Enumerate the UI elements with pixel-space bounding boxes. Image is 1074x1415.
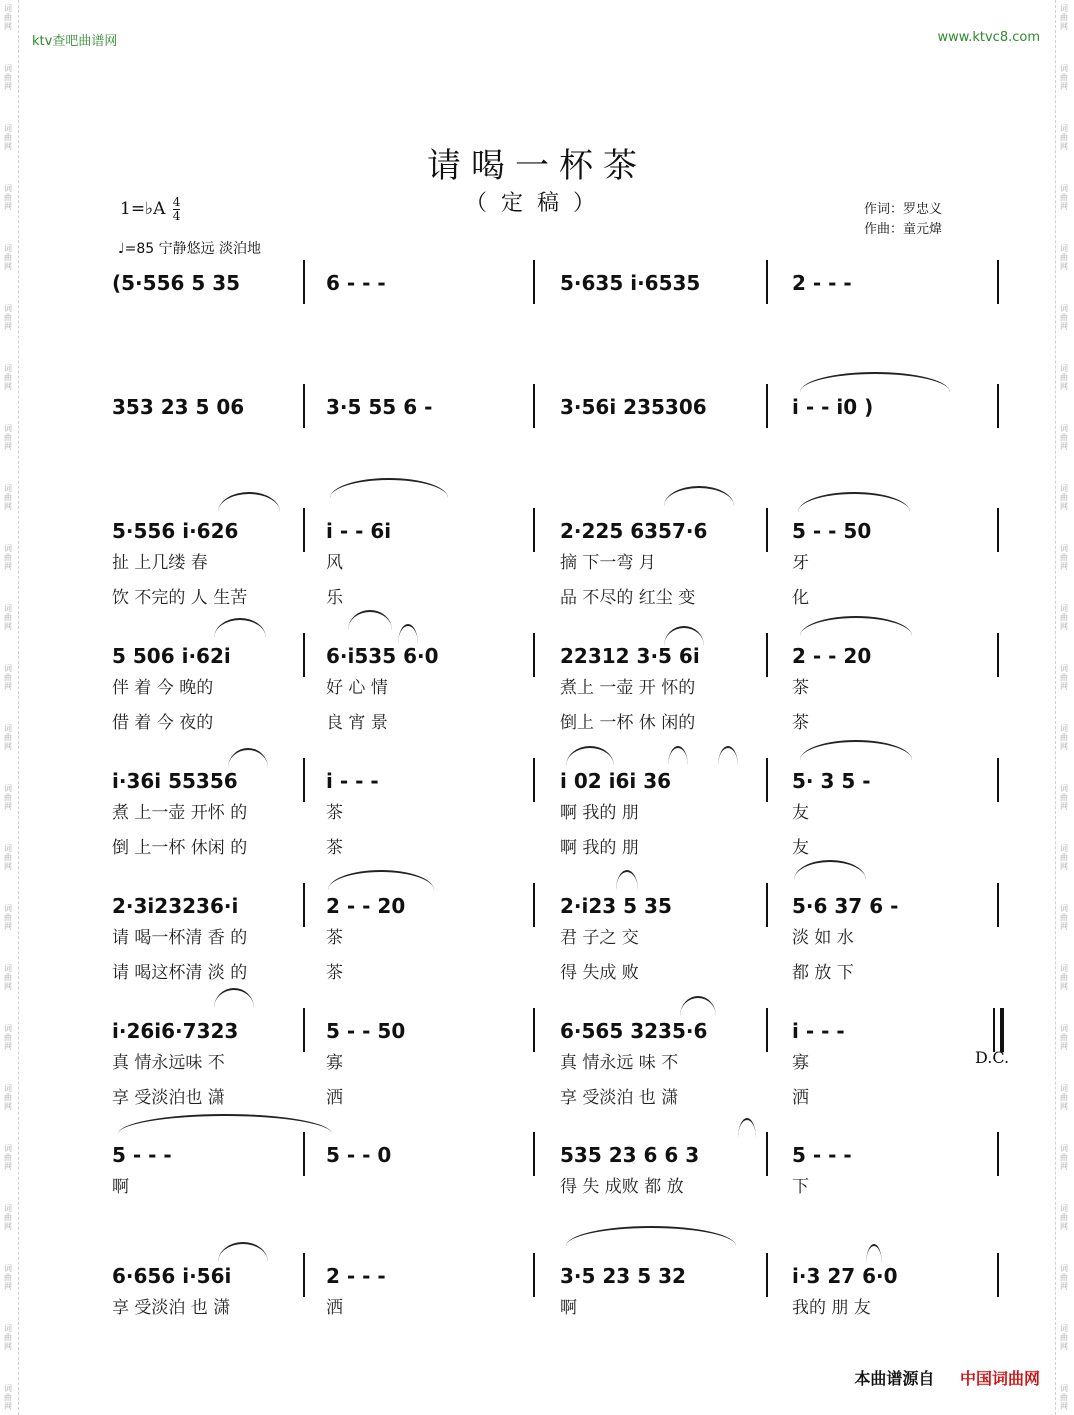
lyric-syllables: 真 情永远味 不 bbox=[112, 1053, 225, 1073]
lyric-syllables: 煮 上一壶 开怀 的 bbox=[112, 803, 248, 823]
slur-arc bbox=[718, 746, 738, 766]
side-watermark-mark: 词曲网 bbox=[4, 364, 12, 391]
barline bbox=[533, 883, 535, 927]
side-watermark-mark: 词曲网 bbox=[1060, 904, 1068, 931]
side-watermark-mark: 词曲网 bbox=[4, 64, 12, 91]
measure: 353 23 5 06 bbox=[112, 395, 245, 419]
barline bbox=[766, 260, 768, 304]
measure: i - - i0 ) bbox=[792, 395, 874, 419]
footer-source: 本曲谱源自 bbox=[854, 1369, 935, 1388]
side-watermark-mark: 词曲网 bbox=[1060, 844, 1068, 871]
side-watermark-mark: 词曲网 bbox=[1060, 664, 1068, 691]
measure: 5 - - - bbox=[792, 1143, 852, 1167]
tempo-marking: ♩=85 宁静悠远 淡泊地 bbox=[118, 241, 262, 257]
lyric-syllables: 煮上 一壶 开 怀的 bbox=[560, 678, 696, 698]
barline bbox=[533, 260, 535, 304]
side-watermark-mark: 词曲网 bbox=[1060, 484, 1068, 511]
slur-arc bbox=[738, 1118, 756, 1138]
measure: (5·556 5 35 bbox=[112, 271, 241, 295]
barline bbox=[766, 1008, 768, 1052]
song-subtitle: （定稿） bbox=[464, 191, 609, 216]
lyric-syllables: 良 宵 景 bbox=[326, 713, 388, 733]
barline bbox=[533, 1008, 535, 1052]
credits bbox=[864, 200, 942, 240]
slur-arc bbox=[668, 746, 688, 766]
lyric-syllables: 享 受淡泊 也 潇 bbox=[112, 1298, 231, 1318]
measure: 5 - - 0 bbox=[326, 1143, 392, 1167]
barline bbox=[303, 633, 305, 677]
side-watermark-mark: 词曲网 bbox=[4, 604, 12, 631]
barline bbox=[766, 1253, 768, 1297]
side-watermark-mark: 词曲网 bbox=[1060, 64, 1068, 91]
side-watermark-mark: 词曲网 bbox=[4, 1384, 12, 1411]
slur-arc bbox=[680, 996, 716, 1016]
key-signature bbox=[120, 196, 180, 223]
measure: 5·635 i·6535 bbox=[560, 271, 701, 295]
measure: i - - - bbox=[326, 769, 379, 793]
lyric-syllables: 好 心 情 bbox=[326, 678, 388, 698]
lyric-syllables: 茶 bbox=[326, 838, 343, 858]
side-watermark-mark: 词曲网 bbox=[1060, 424, 1068, 451]
side-watermark-mark: 词曲网 bbox=[4, 844, 12, 871]
slur-arc bbox=[664, 626, 704, 646]
side-watermark-mark: 词曲网 bbox=[4, 1204, 12, 1231]
barline bbox=[303, 883, 305, 927]
side-watermark-mark: 词曲网 bbox=[4, 484, 12, 511]
slur-arc bbox=[566, 1226, 736, 1246]
slur-arc bbox=[800, 616, 912, 636]
side-watermark-mark: 词曲网 bbox=[4, 4, 12, 31]
side-watermark-mark: 词曲网 bbox=[4, 1324, 12, 1351]
barline bbox=[533, 758, 535, 802]
side-watermark-mark: 词曲网 bbox=[1060, 1264, 1068, 1291]
slur-arc bbox=[214, 988, 254, 1008]
lyric-syllables: 下 bbox=[792, 1177, 809, 1197]
lyric-syllables: 淡 如 水 bbox=[792, 928, 854, 948]
side-watermark-mark: 词曲网 bbox=[1060, 1324, 1068, 1351]
barline bbox=[303, 260, 305, 304]
barline bbox=[303, 1253, 305, 1297]
measure: 3·5 23 5 32 bbox=[560, 1264, 686, 1288]
barline bbox=[766, 633, 768, 677]
measure: 22312 3·5 6i bbox=[560, 644, 700, 668]
lyric-syllables: 我的 朋 友 bbox=[792, 1298, 871, 1318]
lyric-syllables: 啊 bbox=[560, 1298, 577, 1318]
side-watermark-mark: 词曲网 bbox=[1060, 304, 1068, 331]
measure: 2·3i23236·i bbox=[112, 894, 239, 918]
barline bbox=[533, 1253, 535, 1297]
measure: 3·56i 235306 bbox=[560, 395, 707, 419]
lyric-syllables: 啊 我的 朋 bbox=[560, 803, 639, 823]
measure: i·26i6·7323 bbox=[112, 1019, 239, 1043]
side-watermark-mark: 词曲网 bbox=[4, 124, 12, 151]
lyric-syllables: 都 放 下 bbox=[792, 963, 854, 983]
lyric-syllables: 茶 bbox=[326, 963, 343, 983]
side-watermark-mark: 词曲网 bbox=[1060, 964, 1068, 991]
lyric-syllables: 得 失成 败 bbox=[560, 963, 639, 983]
measure: 5 506 i·62i bbox=[112, 644, 231, 668]
lyric-syllables: 洒 bbox=[326, 1088, 343, 1108]
barline bbox=[303, 1008, 305, 1052]
lyric-syllables: 茶 bbox=[326, 928, 343, 948]
side-watermark-mark: 词曲网 bbox=[4, 664, 12, 691]
lyricist-credit: 作词：罗忠义 bbox=[864, 202, 943, 217]
barline bbox=[766, 758, 768, 802]
side-watermark-mark: 词曲网 bbox=[4, 184, 12, 211]
slur-arc bbox=[214, 618, 266, 638]
side-watermark-mark: 词曲网 bbox=[1060, 1204, 1068, 1231]
side-watermark-mark: 词曲网 bbox=[1060, 244, 1068, 271]
footer bbox=[854, 1366, 1040, 1389]
lyric-syllables: 寡 bbox=[326, 1053, 343, 1073]
slur-arc bbox=[218, 1242, 268, 1262]
slur-arc bbox=[664, 486, 734, 506]
lyric-syllables: 倒 上一杯 休闲 的 bbox=[112, 838, 248, 858]
side-watermark-mark: 词曲网 bbox=[1060, 1084, 1068, 1111]
lyric-syllables: 君 子之 交 bbox=[560, 928, 639, 948]
side-watermark-mark: 词曲网 bbox=[1060, 784, 1068, 811]
time-denominator: 4 bbox=[172, 209, 181, 223]
measure: 5·6 37 6 - bbox=[792, 894, 899, 918]
slur-arc bbox=[118, 1114, 332, 1134]
lyric-syllables: 寡 bbox=[792, 1053, 809, 1073]
side-watermark-mark: 词曲网 bbox=[4, 964, 12, 991]
lyric-syllables: 品 不尽的 红尘 变 bbox=[560, 588, 696, 608]
measure: i·36i 55356 bbox=[112, 769, 238, 793]
lyric-syllables: 享 受淡泊 也 潇 bbox=[560, 1088, 679, 1108]
side-watermark-mark: 词曲网 bbox=[1060, 544, 1068, 571]
measure: 6 - - - bbox=[326, 271, 386, 295]
measure: i·3 27 6·0 bbox=[792, 1264, 898, 1288]
lyric-syllables: 茶 bbox=[792, 713, 809, 733]
side-watermark-mark: 词曲网 bbox=[1060, 724, 1068, 751]
measure: 5· 3 5 - bbox=[792, 769, 871, 793]
side-watermark-mark: 词曲网 bbox=[4, 1084, 12, 1111]
barline bbox=[997, 1132, 999, 1176]
measure: 3·5 55 6 - bbox=[326, 395, 433, 419]
measure: 6·656 i·56i bbox=[112, 1264, 232, 1288]
lyric-syllables: 扯 上几缕 春 bbox=[112, 553, 208, 573]
lyric-syllables: 牙 bbox=[792, 553, 809, 573]
barline bbox=[303, 1132, 305, 1176]
slur-arc bbox=[218, 492, 280, 512]
measure: 5 - - 50 bbox=[326, 1019, 406, 1043]
lyric-syllables: 借 着 今 夜的 bbox=[112, 713, 214, 733]
side-watermark-mark: 词曲网 bbox=[4, 1264, 12, 1291]
barline bbox=[997, 758, 999, 802]
measure: 5 - - - bbox=[112, 1143, 172, 1167]
side-watermark-mark: 词曲网 bbox=[1060, 1384, 1068, 1411]
measure: 2 - - 20 bbox=[326, 894, 406, 918]
slur-arc bbox=[228, 748, 268, 768]
barline bbox=[533, 384, 535, 428]
barline bbox=[303, 758, 305, 802]
barline bbox=[997, 260, 999, 304]
measure: 2·i23 5 35 bbox=[560, 894, 672, 918]
lyric-syllables: 啊 我的 朋 bbox=[560, 838, 639, 858]
measure: i - - - bbox=[792, 1019, 845, 1043]
lyric-syllables: 化 bbox=[792, 588, 809, 608]
lyric-syllables: 请 喝这杯清 淡 的 bbox=[112, 963, 248, 983]
site-name-left: ktv查吧曲谱网 bbox=[32, 34, 118, 49]
barline bbox=[997, 1253, 999, 1297]
side-watermark-mark: 词曲网 bbox=[1060, 604, 1068, 631]
lyric-syllables: 洒 bbox=[792, 1088, 809, 1108]
side-watermark-mark: 词曲网 bbox=[4, 424, 12, 451]
lyric-syllables: 友 bbox=[792, 803, 809, 823]
side-watermark-mark: 词曲网 bbox=[4, 904, 12, 931]
lyric-syllables: 享 受淡泊也 潇 bbox=[112, 1088, 225, 1108]
lyric-syllables: 请 喝一杯清 香 的 bbox=[112, 928, 248, 948]
composer-credit: 作曲：童元煒 bbox=[864, 222, 943, 237]
time-signature bbox=[173, 196, 181, 223]
side-watermark-mark: 词曲网 bbox=[4, 544, 12, 571]
side-watermark-mark: 词曲网 bbox=[4, 724, 12, 751]
barline bbox=[997, 508, 999, 552]
lyric-syllables: 倒上 一杯 休 闲的 bbox=[560, 713, 696, 733]
key-label: 1=♭A bbox=[120, 199, 166, 219]
side-watermark-mark: 词曲网 bbox=[1060, 1024, 1068, 1051]
side-watermark-mark: 词曲网 bbox=[1060, 364, 1068, 391]
slur-arc bbox=[328, 870, 434, 890]
side-watermark-mark: 词曲网 bbox=[1060, 4, 1068, 31]
slur-arc bbox=[800, 740, 912, 760]
slur-arc bbox=[800, 372, 950, 392]
slur-arc bbox=[616, 870, 638, 890]
slur-arc bbox=[348, 610, 392, 630]
footer-brand: 中国词曲网 bbox=[959, 1369, 1040, 1388]
site-url-right: www.ktvc8.com bbox=[937, 30, 1040, 45]
barline bbox=[766, 384, 768, 428]
final-barline bbox=[993, 1008, 1004, 1052]
lyric-syllables: 乐 bbox=[326, 588, 343, 608]
side-watermark-mark: 词曲网 bbox=[4, 1024, 12, 1051]
barline bbox=[303, 384, 305, 428]
slur-arc bbox=[798, 492, 910, 512]
lyric-syllables: 友 bbox=[792, 838, 809, 858]
barline bbox=[997, 883, 999, 927]
measure: 5·556 i·626 bbox=[112, 519, 239, 543]
lyric-syllables: 摘 下一弯 月 bbox=[560, 553, 656, 573]
lyric-syllables: 茶 bbox=[792, 678, 809, 698]
lyric-syllables: 啊 bbox=[112, 1177, 129, 1197]
slur-arc bbox=[398, 624, 418, 644]
lyric-syllables: 洒 bbox=[326, 1298, 343, 1318]
lyric-syllables: 风 bbox=[326, 553, 343, 573]
slur-arc bbox=[866, 1244, 882, 1264]
measure: 2·225 6357·6 bbox=[560, 519, 708, 543]
measure: 2 - - - bbox=[326, 1264, 386, 1288]
side-watermark-mark: 词曲网 bbox=[4, 1144, 12, 1171]
slur-arc bbox=[794, 860, 866, 880]
lyric-syllables: 得 失 成败 都 放 bbox=[560, 1177, 684, 1197]
measure: 6·i535 6·0 bbox=[326, 644, 439, 668]
side-watermark-mark: 词曲网 bbox=[1060, 124, 1068, 151]
barline bbox=[533, 633, 535, 677]
barline bbox=[533, 1132, 535, 1176]
barline bbox=[533, 508, 535, 552]
measure: i - - 6i bbox=[326, 519, 392, 543]
lyric-syllables: 茶 bbox=[326, 803, 343, 823]
barline bbox=[766, 508, 768, 552]
side-watermark-mark: 词曲网 bbox=[1060, 1144, 1068, 1171]
side-watermark-mark: 词曲网 bbox=[4, 304, 12, 331]
lyric-syllables: 真 情永远 味 不 bbox=[560, 1053, 679, 1073]
barline bbox=[766, 1132, 768, 1176]
measure: 5 - - 50 bbox=[792, 519, 872, 543]
song-title: 请喝一杯茶 bbox=[427, 146, 647, 186]
side-watermark-mark: 词曲网 bbox=[1060, 184, 1068, 211]
slur-arc bbox=[566, 746, 614, 766]
barline bbox=[303, 508, 305, 552]
da-capo-marking: D.C. bbox=[975, 1048, 1010, 1067]
barline bbox=[997, 633, 999, 677]
barline bbox=[766, 883, 768, 927]
side-watermark-mark: 词曲网 bbox=[4, 784, 12, 811]
measure: 2 - - - bbox=[792, 271, 852, 295]
measure: 535 23 6 6 3 bbox=[560, 1143, 700, 1167]
measure: 6·565 3235·6 bbox=[560, 1019, 708, 1043]
side-watermark-mark: 词曲网 bbox=[4, 244, 12, 271]
barline bbox=[997, 384, 999, 428]
measure: 2 - - 20 bbox=[792, 644, 872, 668]
measure: i 02 i6i 36 bbox=[560, 769, 672, 793]
lyric-syllables: 伴 着 今 晚的 bbox=[112, 678, 214, 698]
lyric-syllables: 饮 不完的 人 生苦 bbox=[112, 588, 248, 608]
slur-arc bbox=[330, 478, 448, 498]
time-numerator: 4 bbox=[172, 195, 181, 209]
